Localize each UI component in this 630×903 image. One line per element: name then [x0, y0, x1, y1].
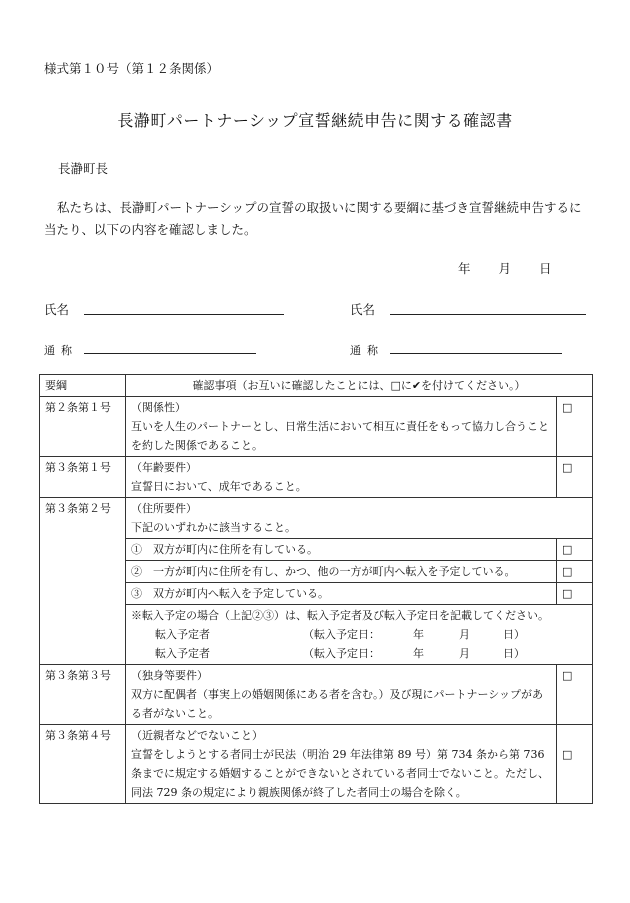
transfer-note: ※転入予定の場合（上記②③）は、転入予定者及び転入予定日を記載してください。 — [131, 609, 549, 622]
checkbox[interactable]: □ — [557, 397, 593, 457]
checkbox[interactable]: □ — [557, 725, 593, 804]
article-cell: 第３条第４号 — [40, 725, 126, 804]
alias-label-1: 通称 — [44, 344, 78, 357]
table-row — [40, 665, 593, 725]
transfer-month-label: 月 — [459, 628, 470, 641]
body-text: 私たちは、長瀞町パートナーシップの宣誓の取扱いに関する要綱に基づき宣誓継続申告するに当たり、以下の内容を確認しました。 — [44, 200, 582, 237]
name-label-2: 氏名 — [350, 302, 376, 317]
item-cell — [126, 457, 557, 498]
date-month-label: 月 — [498, 261, 512, 276]
item-heading: （関係性） — [131, 401, 186, 414]
transfer-person-label: 転入予定者 — [155, 647, 210, 660]
item-heading: （近親者などでないこと） — [131, 729, 263, 742]
transfer-year-label: 年 — [413, 628, 424, 641]
item-heading: （住所要件） — [131, 502, 197, 515]
article-cell: 第３条第１号 — [40, 457, 126, 498]
article-cell: 第３条第２号 — [40, 498, 126, 665]
item-text: 下記のいずれかに該当すること。 — [131, 521, 296, 534]
item-text: 宣誓日において、成年であること。 — [131, 480, 307, 493]
item-text: 互いを人生のパートナーとし、日常生活において相互に責任をもって協力し合うことを約した関係であること。 — [131, 420, 549, 452]
name-field-1[interactable] — [84, 314, 284, 315]
option-text: ① 双方が町内に住所を有している。 — [126, 539, 557, 561]
transfer-entry-1 — [131, 625, 587, 644]
article-cell: 第２条第１号 — [40, 397, 126, 457]
checkbox[interactable]: □ — [557, 457, 593, 498]
form-number: 様式第１０号（第１２条関係） — [44, 61, 220, 76]
item-cell — [126, 665, 557, 725]
item-text: 宣誓をしようとする者同士が民法（明治 29 年法律第 89 号）第 734 条から第 736 条までに規定する婚姻することができないとされている者同士でないこと。ただし、同法 729 条の規定により親族関係が終了した者同士の場合を除く。 — [131, 748, 549, 799]
transfer-day-label: 日） — [503, 628, 525, 641]
checkbox[interactable]: □ — [557, 665, 593, 725]
transfer-person-label: 転入予定者 — [155, 628, 210, 641]
name-label-1: 氏名 — [44, 302, 70, 317]
date-day-label: 日 — [539, 261, 552, 276]
item-cell — [126, 397, 557, 457]
checkbox[interactable]: □ — [557, 583, 593, 605]
article-cell: 第３条第３号 — [40, 665, 126, 725]
alias-label-2: 通称 — [350, 344, 384, 357]
addressee: 長瀞町長 — [58, 161, 109, 176]
table-row — [40, 397, 593, 457]
name-field-2[interactable] — [390, 314, 586, 315]
transfer-year-label: 年 — [413, 647, 424, 660]
table-row — [40, 457, 593, 498]
alias-field-2[interactable] — [390, 353, 562, 354]
checkbox[interactable]: □ — [557, 539, 593, 561]
option-text: ③ 双方が町内へ転入を予定している。 — [126, 583, 557, 605]
document-title: 長瀞町パートナーシップ宣誓継続申告に関する確認書 — [117, 111, 513, 130]
transfer-entry-2 — [131, 644, 587, 663]
header-article: 要綱 — [40, 375, 126, 397]
date-year-label: 年 — [458, 261, 471, 276]
checkbox[interactable]: □ — [557, 561, 593, 583]
transfer-month-label: 月 — [459, 647, 470, 660]
transfer-day-label: 日） — [503, 647, 525, 660]
transfer-date-label: （転入予定日： — [303, 647, 380, 660]
confirmation-table — [39, 374, 593, 804]
transfer-date-label: （転入予定日： — [303, 628, 380, 641]
option-text: ② 一方が町内に住所を有し、かつ、他の一方が町内へ転入を予定している。 — [126, 561, 557, 583]
item-cell — [126, 725, 557, 804]
item-heading: （年齢要件） — [131, 461, 197, 474]
header-items: 確認事項（お互いに確認したことには、□に✔を付けてください。） — [126, 375, 593, 397]
item-text: 双方に配偶者（事実上の婚姻関係にある者を含む。）及び現にパートナーシップがある者がないこと。 — [131, 688, 544, 720]
table-row — [40, 498, 593, 539]
item-heading: （独身等要件） — [131, 669, 208, 682]
table-row — [40, 725, 593, 804]
alias-field-1[interactable] — [84, 353, 256, 354]
table-header-row — [40, 375, 593, 397]
item-cell — [126, 498, 593, 539]
date-line — [458, 259, 576, 277]
transfer-note-cell — [126, 605, 593, 665]
